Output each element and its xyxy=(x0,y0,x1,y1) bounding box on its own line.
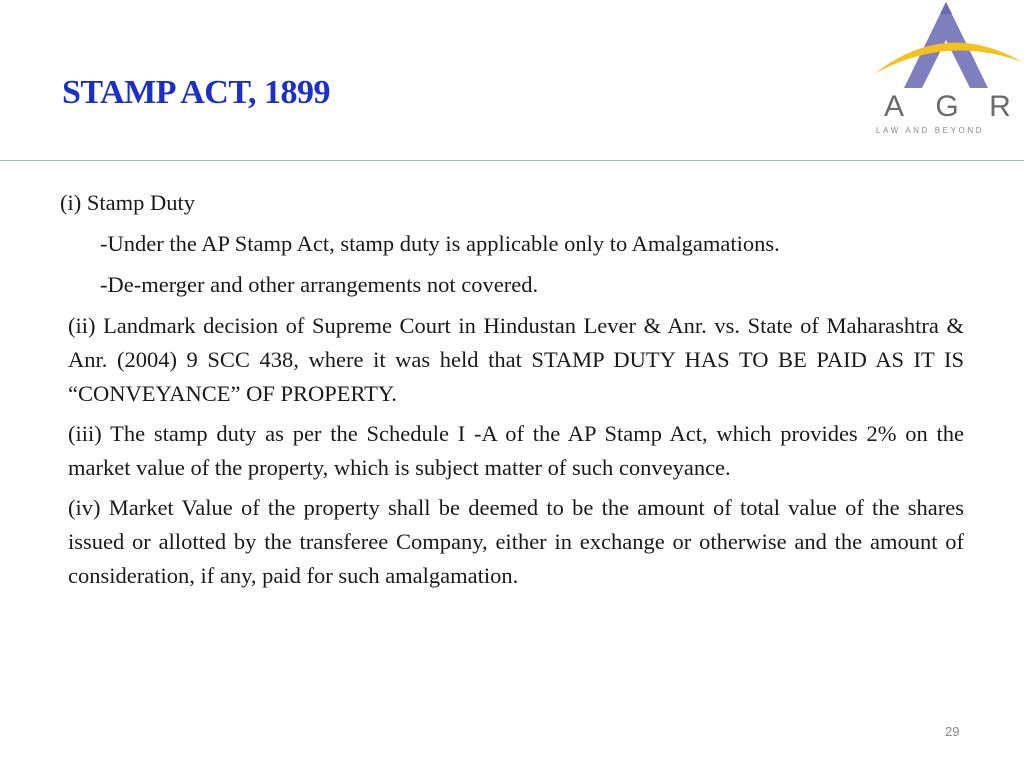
point-iii-paragraph: (iii) The stamp duty as per the Schedule I -A of the AP Stamp Act, which provides 2% on the market value of the property, which is subject matter of such conveyance. xyxy=(68,421,964,480)
slide-body xyxy=(60,186,964,599)
logo-letters xyxy=(872,90,1022,124)
logo-letter-g: G xyxy=(935,90,959,123)
logo-tagline: LAW AND BEYOND xyxy=(876,126,985,135)
point-iv-paragraph: (iv) Market Value of the property shall be deemed to be the amount of total value of the shares issued or allotted by the transferee Company, either in exchange or otherwise and the amount of consideration, if any, paid for such amalgamation. xyxy=(68,495,964,588)
slide-title: STAMP ACT, 1899 xyxy=(62,74,330,111)
logo-letter-a: A xyxy=(883,90,904,123)
point-i-heading: (i) Stamp Duty xyxy=(60,190,195,215)
point-ii-paragraph: (ii) Landmark decision of Supreme Court in Hindustan Lever & Anr. vs. State of Maharashtra & Anr. (2004) 9 SCC 438, where it was held that STAMP DUTY HAS TO BE PAID AS IT IS “CONVEYANCE” OF PROPERTY. xyxy=(68,313,964,406)
logo-letter-r: R xyxy=(989,90,1011,123)
point-i-sub-demerger: -De-merger and other arrangements not covered. xyxy=(100,272,539,297)
agr-logo xyxy=(870,0,1024,140)
page-number: 29 xyxy=(945,724,960,739)
point-i-sub-amalgamations: -Under the AP Stamp Act, stamp duty is applicable only to Amalgamations. xyxy=(100,231,780,256)
header-divider xyxy=(0,160,1024,161)
agr-logo-mark-icon xyxy=(870,0,1024,92)
